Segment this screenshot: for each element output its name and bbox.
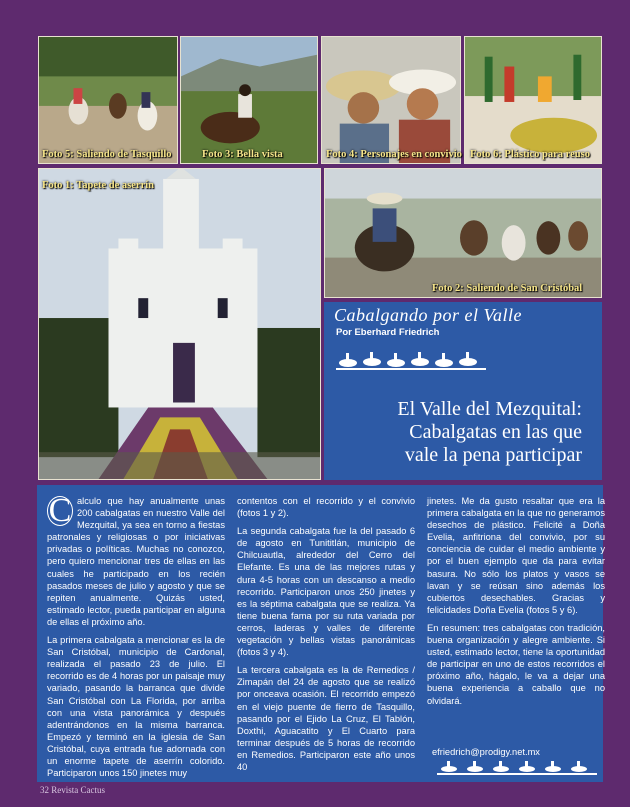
headline-line-1: El Valle del Mezquital: — [397, 398, 582, 420]
drop-cap: C — [48, 492, 72, 529]
author-email: efriedrich@prodigy.net.mx — [432, 747, 540, 757]
photo-bella-vista — [180, 36, 318, 164]
caption-foto-6: Foto 6: Plástico para reuso — [470, 149, 590, 160]
photo-saliendo-tasquillo — [38, 36, 178, 164]
caption-foto-3: Foto 3: Bella vista — [202, 149, 283, 160]
page-footer: 32 Revista Cactus — [40, 785, 105, 795]
caption-foto-4: Foto 4: Personajes en convivio — [326, 149, 462, 160]
paragraph: La segunda cabalgata fue la del pasado 6 de agosto en Tunititlán, municipio de Chilcuautla, alrededor del Cerro del Elefante. Es una de las mejores rutas y dura 4-5 horas con un descanso a medio recorrido. Participaron unos 250 jinetes y es la séptima cabalgata que se realiza. Ya tiene buena fama por su ruta variada por cerros, laderas y valles de diferente vegetación y bellas vistas panorámicas (fotos 3 y 4). — [237, 526, 415, 658]
caption-foto-2: Foto 2: Saliendo de San Cristóbal — [432, 283, 583, 294]
column-1 — [47, 492, 225, 785]
paragraph-text: alculo que hay anualmente unas 200 cabalgatas en nuestro Valle del Mezquital, ya sea en torno a fiestas patronales y religiosas o por iniciativas privadas o políticas. Muchas no conozco, pero quiero mencionar tres de ellas en las cuales he participado en los recién pasados meses de julio y agosto y que se repiten anualmente. Quizás usted, estimado lector, pueda participar en alguna de ellas el próximo año. — [47, 496, 225, 627]
byline: Por Eberhard Friedrich — [336, 327, 440, 338]
headline — [332, 398, 582, 467]
section-title: Cabalgando por el Valle — [334, 305, 522, 325]
paragraph: En resumen: tres cabalgatas con tradición, buena organización y alegre ambiente. Si usted, estimado lector, tiene la oportunidad de participar en uno de estos recorridos el próximo año, hágalo, le va a dejar una buena experiencia a caballo que no olvidará. — [427, 622, 605, 706]
photo-personajes-convivio — [321, 36, 461, 164]
paragraph: contentos con el recorrido y el convivio (fotos 1 y 2). — [237, 496, 415, 519]
article-title-box — [324, 302, 602, 480]
paragraph: La tercera cabalgata es la de Remedios / Zimapán del 24 de agosto que se realizó por onceava ocasión. El recorrido empezó en el viejo puente de fierro de Tasquillo, pasando por el Ejido La Cruz, El Tablón, Doxthi, Aguacatito y El Cuarto para terminar después de 5 horas de recorrido en Remedios. Participaron este año unos 40 — [237, 665, 415, 772]
photo-plastico-reuso — [464, 36, 602, 164]
headline-line-2: Cabalgatas en las que — [409, 421, 582, 443]
caption-foto-5: Foto 5: Saliendo de Tasquillo — [42, 149, 172, 160]
caption-foto-1: Foto 1: Tapete de aserrín — [42, 180, 154, 191]
riders-silhouette-decoration — [437, 759, 597, 777]
riders-silhouette-decoration — [336, 348, 486, 374]
column-2 — [237, 495, 415, 779]
paragraph: jinetes. Me da gusto resaltar que era la primera cabalgata en la que no generamos desechos de plástico. Felicité a Doña Evelia, anfitriona del convivio, por su conciencia de cuidar el medio ambiente y por el buen ejemplo que da para evitar basura. No sólo los platos y vasos se lavan y se reúsan sino además los cubiertos desechables. Gracias y felicidades Doña Evelia (fotos 5 y 6). — [427, 496, 605, 615]
paragraph — [47, 492, 225, 628]
photo-saliendo-san-cristobal — [324, 168, 602, 298]
column-3 — [427, 495, 605, 713]
headline-line-3: vale la pena participar — [404, 444, 582, 466]
photo-tapete-aserrin — [38, 168, 321, 480]
article-body — [37, 485, 603, 782]
paragraph: La primera cabalgata a mencionar es la de San Cristóbal, municipio de Cardonal, realizada el pasado 23 de julio. El recorrido es de 4 horas por un paisaje muy variado, pasando la barranca que divide San Cristóbal con La Florida, por arriba con una vista panorámica y después adentrándonos en la misma barranca. Empezó y terminó en la iglesia de San Cristóbal, cuya entrada fue adornada con un enorme tapete de aserrín colorido. Participaron unos 150 jinetes muy — [47, 635, 225, 779]
